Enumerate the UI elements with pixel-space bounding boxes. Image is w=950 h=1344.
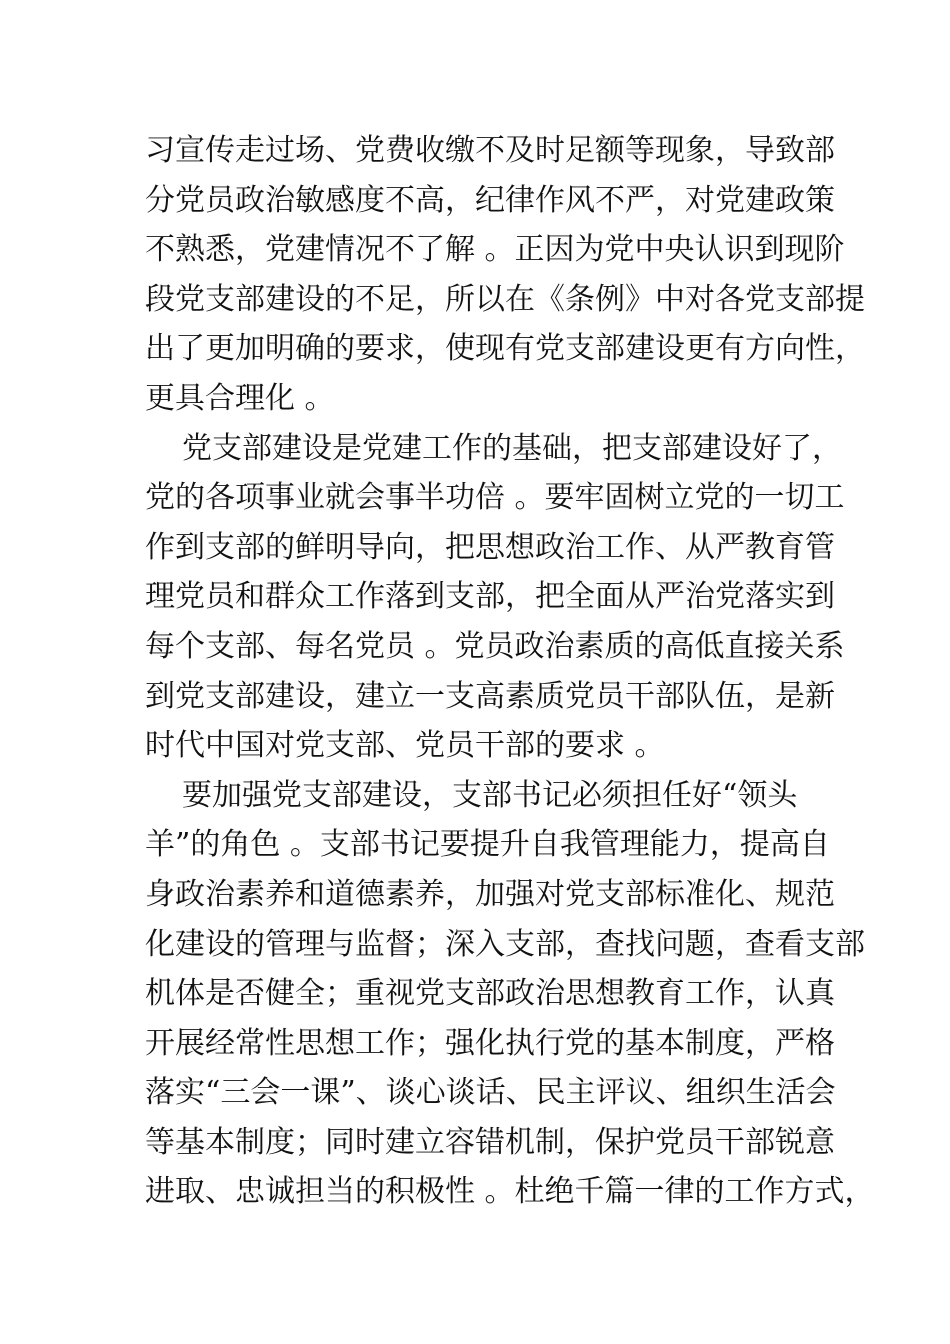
paragraph-start-line: 要加强党支部建设，支部书记必须担任好“领头	[182, 777, 798, 813]
text-line: 段党支部建设的不足，所以在《条例》中对各党支部提	[145, 281, 865, 317]
text-line: 党的各项事业就会事半功倍 。要牢固树立党的一切工	[145, 480, 845, 516]
text-line: 作到支部的鲜明导向，把思想政治工作、从严教育管	[145, 529, 835, 565]
text-line: 更具合理化 。	[145, 380, 335, 416]
text-line: 落实“三会一课”、谈心谈话、民主评议、组织生活会	[145, 1075, 836, 1111]
text-line: 不熟悉，党建情况不了解 。正因为党中央认识到现阶	[145, 232, 845, 268]
text-line: 羊”的角色 。支部书记要提升自我管理能力，提高自	[145, 827, 830, 863]
text-line: 化建设的管理与监督；深入支部，查找问题，查看支部	[145, 926, 865, 962]
text-line: 进取、忠诚担当的积极性 。杜绝千篇一律的工作方式，	[145, 1174, 875, 1210]
text-line: 等基本制度；同时建立容错机制，保护党员干部锐意	[145, 1124, 835, 1160]
text-line: 到党支部建设，建立一支高素质党员干部队伍，是新	[145, 678, 835, 714]
text-line: 出了更加明确的要求，使现有党支部建设更有方向性，	[145, 331, 865, 367]
text-line: 开展经常性思想工作；强化执行党的基本制度，严格	[145, 1025, 835, 1061]
text-line: 时代中国对党支部、党员干部的要求 。	[145, 728, 665, 764]
paragraph-start-line: 党支部建设是党建工作的基础，把支部建设好了，	[182, 430, 842, 466]
text-line: 身政治素养和道德素养，加强对党支部标准化、规范	[145, 876, 835, 912]
text-line: 机体是否健全；重视党支部政治思想教育工作，认真	[145, 976, 835, 1012]
text-line: 理党员和群众工作落到支部，把全面从严治党落实到	[145, 579, 835, 615]
text-line: 分党员政治敏感度不高，纪律作风不严，对党建政策	[145, 182, 835, 218]
text-line: 习宣传走过场、党费收缴不及时足额等现象，导致部	[145, 133, 835, 168]
document-body	[145, 126, 875, 1217]
text-line: 每个支部、每名党员 。党员政治素质的高低直接关系	[145, 628, 845, 664]
